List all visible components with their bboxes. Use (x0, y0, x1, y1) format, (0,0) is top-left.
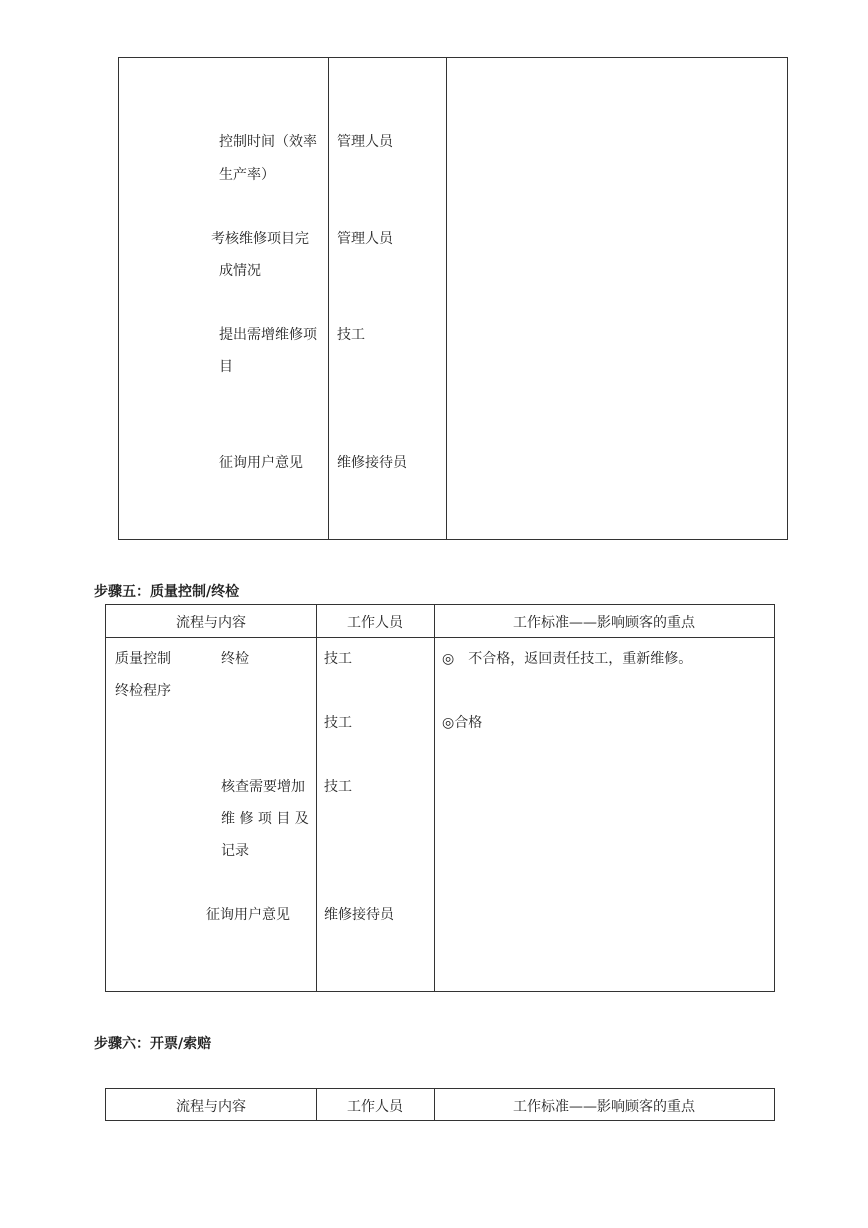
header-divider (106, 637, 774, 638)
staff-text: 技工 (324, 651, 352, 667)
column-divider (316, 605, 317, 991)
process-text: 核查需要增加 (221, 779, 305, 795)
header-process: 流程与内容 (176, 615, 246, 631)
staff-text: 技工 (337, 327, 365, 343)
staff-text: 技工 (324, 715, 352, 731)
process-text: 目 (219, 359, 233, 375)
step5-title: 步骤五：质量控制/终检 (94, 584, 240, 600)
header-staff: 工作人员 (347, 615, 403, 631)
staff-text: 管理人员 (337, 231, 393, 247)
staff-text: 管理人员 (337, 134, 393, 150)
staff-text: 维修接待员 (324, 907, 394, 923)
step6-table (105, 1088, 775, 1121)
step5-table (105, 604, 775, 992)
process-text: 控制时间（效率 (219, 134, 317, 150)
staff-text: 维修接待员 (337, 455, 407, 471)
header-staff: 工作人员 (347, 1099, 403, 1115)
step6-title: 步骤六：开票/索赔 (94, 1036, 212, 1052)
column-divider (434, 605, 435, 991)
table-continuation (118, 57, 788, 540)
process-text: 征询用户意见 (219, 455, 303, 471)
process-text: 成情况 (219, 263, 261, 279)
process-text: 征询用户意见 (206, 907, 290, 923)
process-text: 终检 (221, 651, 249, 667)
standard-text: ◎ 不合格，返回责任技工，重新维修。 (442, 651, 693, 667)
category-text: 终检程序 (115, 683, 171, 699)
header-standard: 工作标准——影响顾客的重点 (513, 615, 695, 631)
header-standard: 工作标准——影响顾客的重点 (513, 1099, 695, 1115)
header-process: 流程与内容 (176, 1099, 246, 1115)
column-divider (328, 58, 329, 539)
column-divider (446, 58, 447, 539)
process-text: 考核维修项目完 (211, 231, 309, 247)
staff-text: 技工 (324, 779, 352, 795)
category-text: 质量控制 (115, 651, 171, 667)
process-text: 维 修 项 目 及 (221, 811, 309, 827)
process-text: 记录 (221, 843, 249, 859)
standard-text: ◎合格 (442, 715, 483, 731)
process-text: 生产率） (219, 167, 275, 183)
process-text: 提出需增维修项 (219, 327, 317, 343)
